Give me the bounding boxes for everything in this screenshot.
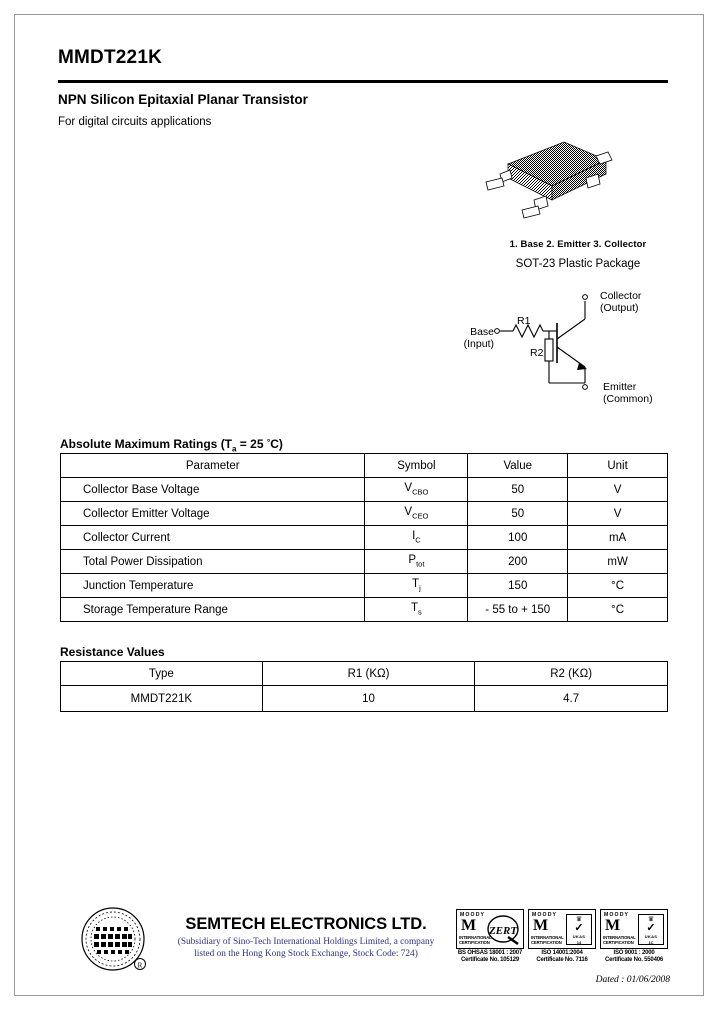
moody-org-line2: CERTIFICATION — [531, 940, 562, 945]
table-header-row — [61, 662, 668, 686]
document-date: Dated : 01/06/2008 — [595, 975, 670, 985]
table-row — [61, 686, 668, 712]
cell-r1: 10 — [262, 686, 475, 712]
column-header-parameter: Parameter — [61, 454, 365, 478]
schematic-r2-label: R2 — [530, 347, 544, 359]
resistance-values-table — [60, 661, 668, 712]
symbol-subscript: tot — [416, 559, 425, 569]
schematic-r1-label: R1 — [517, 315, 531, 327]
cert-number: Certificate No. 105129 — [461, 957, 519, 963]
cell-unit: °C — [568, 598, 668, 622]
cell-parameter: Collector Emitter Voltage — [61, 502, 365, 526]
moody-org-line1: INTERNATIONAL — [459, 935, 492, 940]
schematic-emitter-label: Emitter (Common) — [603, 381, 653, 405]
symbol-subscript: CEO — [412, 511, 429, 521]
cert-badge — [456, 909, 524, 964]
cell-r2: 4.7 — [475, 686, 668, 712]
certification-badges — [456, 909, 676, 971]
symbol-subscript: s — [418, 607, 422, 617]
symbol-main: P — [408, 554, 417, 567]
cert-badge-graphic — [456, 909, 524, 949]
symbol-subscript: CBO — [412, 487, 429, 497]
cell-symbol — [365, 502, 468, 526]
cert-number: Certificate No. 550406 — [605, 957, 663, 963]
cell-value: 150 — [468, 574, 568, 598]
ukas-wordmark: UKAS — [572, 934, 586, 939]
svg-text:ZERT: ZERT — [488, 925, 518, 937]
moody-org-text — [531, 935, 567, 945]
symbol-subscript: C — [415, 535, 421, 545]
semtech-logo — [78, 903, 152, 977]
resistance-values-heading: Resistance Values — [60, 645, 165, 659]
cell-symbol — [365, 574, 468, 598]
cert-standard: ISO 9001 : 2000 — [613, 950, 655, 956]
product-subtitle: NPN Silicon Epitaxial Planar Transistor — [58, 92, 308, 107]
page-title: MMDT221K — [58, 47, 163, 68]
table-row — [61, 574, 668, 598]
cell-symbol — [365, 526, 468, 550]
svg-text:R: R — [137, 961, 143, 970]
table-header-row — [61, 454, 668, 478]
moody-org-line1: INTERNATIONAL — [531, 935, 564, 940]
cell-unit: V — [568, 478, 668, 502]
column-header-value: Value — [468, 454, 568, 478]
package-pin-caption: 1. Base 2. Emitter 3. Collector — [509, 239, 647, 250]
symbol-main: T — [412, 578, 420, 591]
cert-caption — [456, 950, 524, 964]
cell-unit: V — [568, 502, 668, 526]
package-name-caption: SOT-23 Plastic Package — [515, 258, 641, 270]
moody-m-icon: M — [461, 917, 477, 934]
ukas-number: 1C — [648, 940, 654, 945]
cell-value: - 55 to + 150 — [468, 598, 568, 622]
table-row — [61, 598, 668, 622]
cell-parameter: Collector Base Voltage — [61, 478, 365, 502]
absolute-max-ratings-heading: Absolute Maximum Ratings ($T_a = 25$ °C) — [60, 437, 283, 454]
column-header-r2: R2 (KΩ) — [475, 662, 668, 686]
cert-standard: BS OHSAS 18001 : 2007 — [457, 950, 523, 956]
cert-number: Certificate No. 7116 — [536, 957, 588, 963]
symbol-main: V — [404, 482, 413, 495]
cert-caption — [528, 950, 596, 964]
ukas-check-icon: ✓ — [574, 922, 584, 934]
company-name: SEMTECH ELECTRONICS LTD. — [185, 915, 427, 933]
cert-caption — [600, 950, 668, 964]
moody-org-line2: CERTIFICATION — [459, 940, 490, 945]
table-row — [61, 550, 668, 574]
symbol-main: I — [412, 530, 416, 543]
absolute-max-ratings-table — [60, 453, 668, 622]
symbol-main: V — [404, 506, 413, 519]
cell-parameter: Storage Temperature Range — [61, 598, 365, 622]
moody-wordmark: MOODY — [460, 912, 486, 918]
symbol-subscript: j — [419, 583, 421, 593]
schematic-collector-label: Collector (Output) — [600, 290, 642, 314]
zert-mark-icon — [486, 913, 522, 946]
cell-unit: °C — [568, 574, 668, 598]
ukas-crown-icon: ♛ — [647, 916, 655, 923]
column-header-unit: Unit — [568, 454, 668, 478]
cell-value: 100 — [468, 526, 568, 550]
cell-value: 50 — [468, 478, 568, 502]
cert-badge — [528, 909, 596, 964]
company-subsidiary-note: (Subsidiary of Sino-Tech International Holdings Limited, a company listed on the Hong Kong Stock Exchange, Stock Code: 724) — [177, 937, 435, 959]
cell-symbol — [365, 550, 468, 574]
table-row — [61, 526, 668, 550]
ukas-number: 14 — [576, 940, 582, 945]
ukas-mark-icon — [566, 914, 592, 945]
column-header-r1: R1 (KΩ) — [262, 662, 475, 686]
moody-m-icon: M — [533, 917, 549, 934]
moody-org-line1: INTERNATIONAL — [603, 935, 636, 940]
product-tagline: For digital circuits applications — [58, 116, 212, 128]
table-row — [61, 478, 668, 502]
cell-symbol — [365, 478, 468, 502]
cell-parameter: Junction Temperature — [61, 574, 365, 598]
title-divider — [58, 80, 668, 83]
moody-wordmark: MOODY — [532, 912, 558, 918]
cert-standard: ISO 14001:2004 — [541, 950, 583, 956]
ukas-crown-icon: ♛ — [575, 916, 583, 923]
moody-org-text — [603, 935, 639, 945]
ukas-check-icon: ✓ — [646, 922, 656, 934]
cell-type: MMDT221K — [61, 686, 263, 712]
moody-wordmark: MOODY — [604, 912, 630, 918]
moody-org-line2: CERTIFICATION — [603, 940, 634, 945]
cell-parameter: Collector Current — [61, 526, 365, 550]
ukas-wordmark: UKAS — [644, 934, 658, 939]
schematic-base-label: Base (Input) — [463, 326, 494, 350]
cert-badge-graphic — [528, 909, 596, 949]
cell-parameter: Total Power Dissipation — [61, 550, 365, 574]
column-header-type: Type — [61, 662, 263, 686]
cert-badge-graphic — [600, 909, 668, 949]
cert-badge — [600, 909, 668, 964]
ukas-mark-icon — [638, 914, 664, 945]
column-header-symbol: Symbol — [365, 454, 468, 478]
cell-symbol — [365, 598, 468, 622]
cell-unit: mA — [568, 526, 668, 550]
cell-value: 50 — [468, 502, 568, 526]
sot23-package-illustration — [478, 134, 628, 229]
moody-m-icon: M — [605, 917, 621, 934]
cell-unit: mW — [568, 550, 668, 574]
table-row — [61, 502, 668, 526]
symbol-main: T — [411, 602, 419, 615]
cell-value: 200 — [468, 550, 568, 574]
